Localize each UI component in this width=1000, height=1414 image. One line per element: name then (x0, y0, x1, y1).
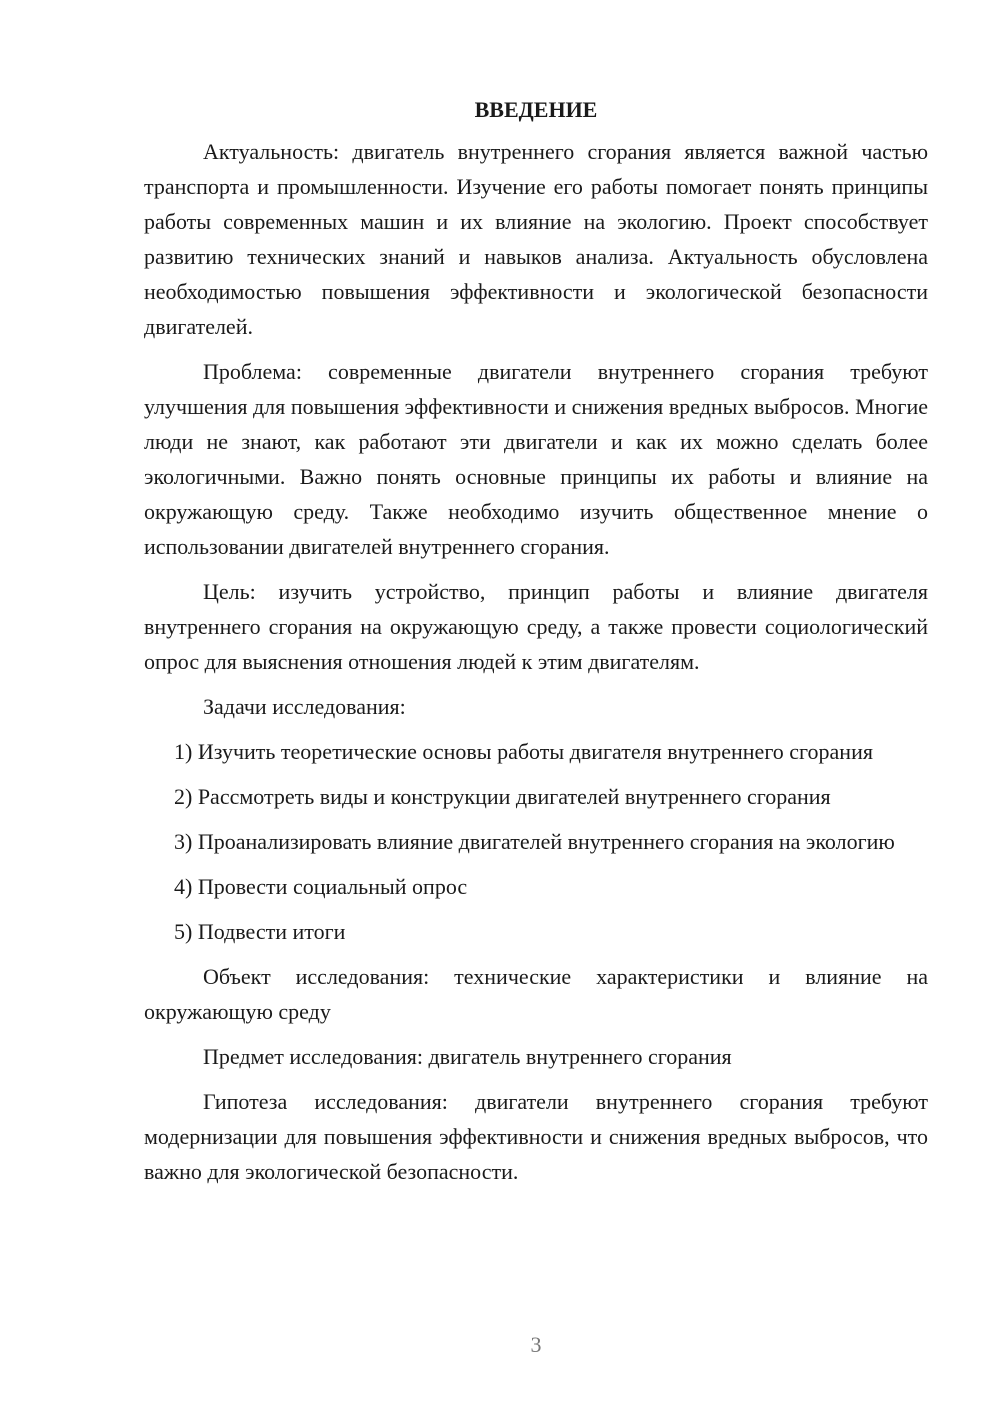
hypothesis-paragraph: Гипотеза исследования: двигатели внутреннего сгорания требуют модернизации для повышения эффективности и снижения вредных выбросов, что важно для экологической безопасности. (144, 1089, 928, 1184)
subject-paragraph: Предмет исследования: двигатель внутреннего сгорания (203, 1044, 732, 1069)
page-number: 3 (530, 1332, 542, 1357)
document-page (144, 92, 928, 1199)
task-item-3: 3) Проанализировать влияние двигателей внутреннего сгорания на экологию (174, 829, 895, 854)
task-item-1: 1) Изучить теоретические основы работы двигателя внутреннего сгорания (174, 739, 873, 764)
tasks-heading: Задачи исследования: (203, 694, 406, 719)
task-item-5: 5) Подвести итоги (174, 919, 346, 944)
task-item-4: 4) Провести социальный опрос (174, 874, 468, 899)
object-paragraph: Объект исследования: технические характеристики и влияние на окружающую среду (144, 964, 928, 1024)
problem-paragraph: Проблема: современные двигатели внутреннего сгорания требуют улучшения для повышения эффективности и снижения вредных выбросов. Многие люди не знают, как работают эти двигатели и как их можно сделать более экологичными. Важно понять основные принципы их работы и влияние на окружающую среду. Также необходимо изучить общественное мнение о использовании двигателей внутреннего сгорания. (144, 359, 928, 559)
relevance-paragraph: Актуальность: двигатель внутреннего сгорания является важной частью транспорта и промышленности. Изучение его работы помогает понять принципы работы современных машин и их влияние на экологию. Проект способствует развитию технических знаний и навыков анализа. Актуальность обусловлена необходимостью повышения эффективности и экологической безопасности двигателей. (144, 139, 928, 339)
goal-paragraph: Цель: изучить устройство, принцип работы и влияние двигателя внутреннего сгорания на окружающую среду, а также провести социологический опрос для выяснения отношения людей к этим двигателям. (144, 579, 928, 674)
task-item-2: 2) Рассмотреть виды и конструкции двигателей внутреннего сгорания (174, 784, 831, 809)
page-title: ВВЕДЕНИЕ (474, 97, 598, 122)
